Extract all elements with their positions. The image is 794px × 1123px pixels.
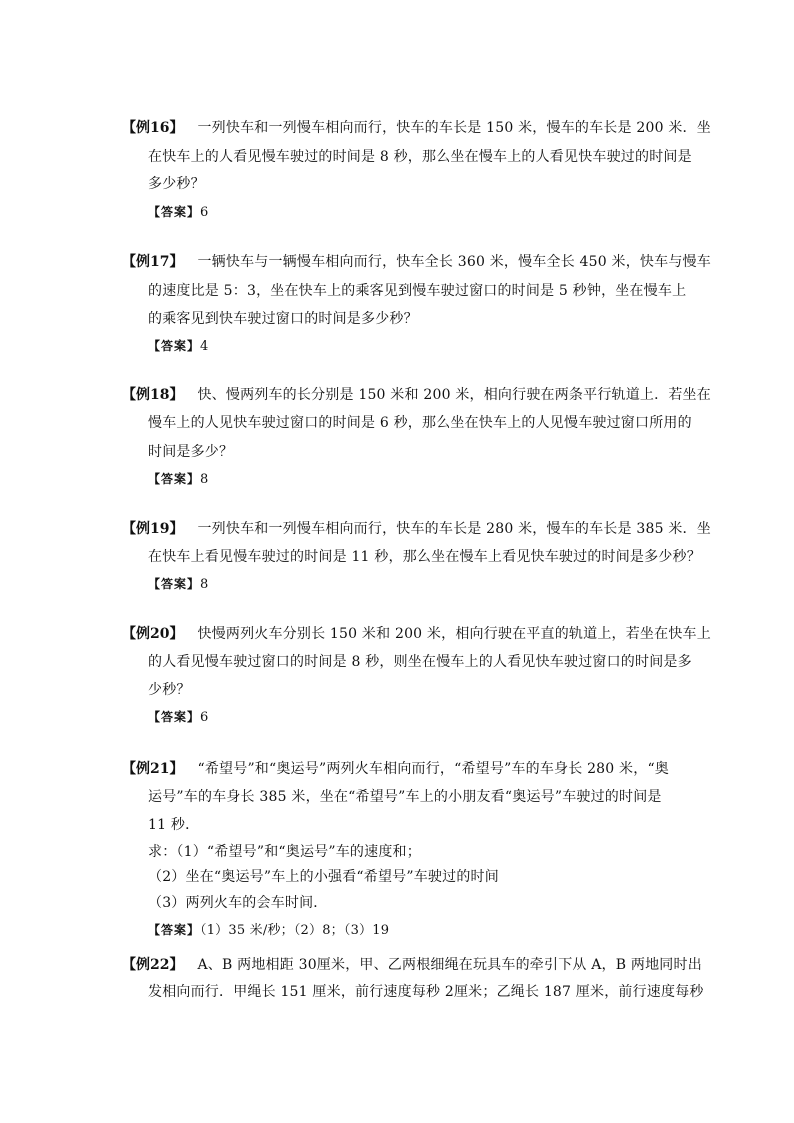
answer-value: 8: [200, 472, 209, 487]
answer-value: 6: [200, 205, 209, 220]
problem-text-line: 一辆快车与一辆慢车相向而行，快车全长 360 米，慢车全长 450 米，快车与慢车: [197, 254, 711, 270]
problem-text-line: 在快车上的人看见慢车驶过的时间是 8 秒，那么坐在慢车上的人看见快车驶过的时间是: [148, 149, 692, 165]
problem-label: 【例18】: [122, 387, 184, 403]
problem-label: 【例21】: [122, 761, 184, 777]
problem-text-line: 发相向而行．甲绳长 151 厘米，前行速度每秒 2厘米；乙绳长 187 厘米，前行速度每秒: [148, 984, 704, 1000]
problem-text-line: 在快车上看见慢车驶过的时间是 11 秒，那么坐在慢车上看见快车驶过的时间是多少秒？: [148, 549, 701, 565]
answer-label: 【答案】: [148, 923, 201, 937]
problem-text-line: 快、慢两列车的长分别是 150 米和 200 米，相向行驶在两条平行轨道上．若坐在: [197, 387, 711, 403]
problem-text-line: 的人看见慢车驶过窗口的时间是 8 秒，则坐在慢车上的人看见快车驶过窗口的时间是多: [148, 654, 692, 670]
problem-text-line: （2）坐在“奥运号”车上的小强看“希望号”车驶过的时间: [148, 869, 499, 885]
answer-label: 【答案】: [148, 205, 201, 219]
problem-text-line: 时间是多少？: [148, 444, 234, 460]
problem-text-line: 11 秒．: [148, 817, 200, 833]
problem-text-line: 一列快车和一列慢车相向而行，快车的车长是 280 米，慢车的车长是 385 米．坐: [197, 521, 711, 537]
problem-text-line: 运号”车的车身长 385 米，坐在“希望号”车上的小朋友看“奥运号”车驶过的时间是: [148, 789, 662, 805]
answer-label: 【答案】: [148, 472, 201, 486]
problem-label: 【例19】: [122, 521, 184, 537]
problem-text-line: 少秒？: [148, 682, 191, 698]
problem-text-line: “希望号”和“奥运号”两列火车相向而行，“希望号”车的车身长 280 米，“奥: [197, 761, 670, 777]
problem-label: 【例22】: [122, 957, 184, 973]
answer-value: （1）35 米/秒；（2）8；（3）19: [200, 923, 390, 938]
problem-text-line: 求：（1）“希望号”和“奥运号”车的速度和；: [148, 844, 421, 860]
answer-label: 【答案】: [148, 577, 201, 591]
problem-text-line: （3）两列火车的会车时间．: [148, 895, 328, 911]
answer-label: 【答案】: [148, 339, 201, 353]
problem-text-line: 一列快车和一列慢车相向而行，快车的车长是 150 米，慢车的车长是 200 米．坐: [197, 120, 711, 136]
answer-value: 6: [200, 710, 209, 725]
problem-text-line: 慢车上的人见快车驶过窗口的时间是 6 秒，那么坐在快车上的人见慢车驶过窗口所用的: [148, 415, 692, 431]
problem-label: 【例16】: [122, 120, 184, 136]
problem-text-line: A、B 两地相距 30厘米，甲、乙两根细绳在玩具车的牵引下从 A，B 两地同时出: [197, 957, 702, 973]
problem-label: 【例20】: [122, 626, 184, 642]
problem-text-line: 多少秒？: [148, 176, 205, 192]
problem-text-line: 的速度比是 5：3，坐在快车上的乘客见到慢车驶过窗口的时间是 5 秒钟，坐在慢车上: [148, 283, 687, 299]
answer-value: 4: [200, 339, 209, 354]
problem-label: 【例17】: [122, 254, 184, 270]
problem-text-line: 快慢两列火车分别长 150 米和 200 米，相向行驶在平直的轨道上，若坐在快车上: [197, 626, 711, 642]
answer-label: 【答案】: [148, 710, 201, 724]
problem-text-line: 的乘客见到快车驶过窗口的时间是多少秒？: [148, 311, 418, 327]
answer-value: 8: [200, 577, 209, 592]
